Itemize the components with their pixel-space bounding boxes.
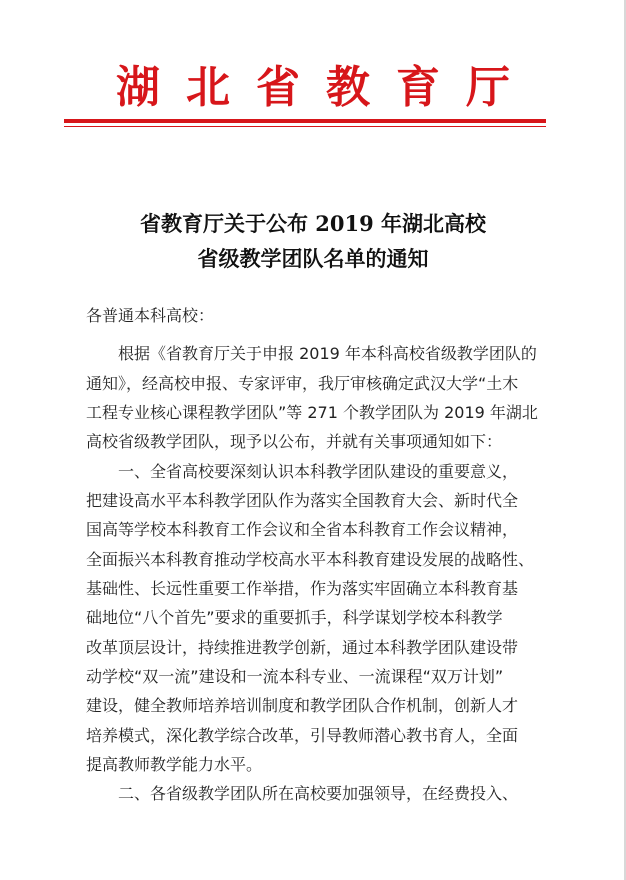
- body-line: 一、全省高校要深刻认识本科教学团队建设的重要意义，: [118, 462, 519, 481]
- body-line: 改革顶层设计，持续推进教学创新，通过本科教学团队建设带: [86, 638, 519, 657]
- body-line: 础地位“八个首先”要求的重要抓手，科学谋划学校本科教学: [86, 608, 503, 627]
- letterhead-title: 湖北省教育厅: [116, 62, 536, 113]
- body-line: 全面振兴本科教育推动学校高水平本科教育建设发展的战略性、: [86, 550, 535, 569]
- body-line: 工程专业核心课程教学团队”等 271 个教学团队为 2019 年湖北: [86, 403, 538, 422]
- body-line: 把建设高水平本科教学团队作为落实全国教育大会、新时代全: [86, 491, 519, 510]
- document-title-line-1: 省教育厅关于公布 2019 年湖北高校: [139, 211, 487, 236]
- body-line: 建设，健全教师培养培训制度和教学团队合作机制，创新人才: [86, 696, 519, 715]
- body-line: 高校省级教学团队，现予以公布，并就有关事项通知如下：: [86, 432, 503, 451]
- body-line: 二、各省级教学团队所在高校要加强领导，在经费投入、: [118, 784, 519, 803]
- body-line: 通知》，经高校申报、专家评审，我厅审核确定武汉大学“土木: [86, 374, 519, 393]
- body-line: 培养模式，深化教学综合改革，引导教师潜心教书育人，全面: [86, 726, 519, 745]
- body-line: 基础性、长远性重要工作举措，作为落实牢固确立本科教育基: [86, 579, 519, 598]
- body-line: 动学校“双一流”建设和一流本科专业、一流课程“双万计划”: [86, 667, 504, 686]
- body-line: 国高等学校本科教育工作会议和全省本科教育工作会议精神，: [86, 520, 519, 539]
- document-title-line-2: 省级教学团队名单的通知: [197, 246, 429, 271]
- letterhead-rule-thin: [64, 126, 546, 127]
- letterhead-rule-thick: [64, 119, 546, 123]
- salutation: 各普通本科高校：: [86, 306, 215, 325]
- body-line: 提高教师教学能力水平。: [86, 755, 263, 774]
- body-line: 根据《省教育厅关于申报 2019 年本科高校省级教学团队的: [118, 344, 537, 363]
